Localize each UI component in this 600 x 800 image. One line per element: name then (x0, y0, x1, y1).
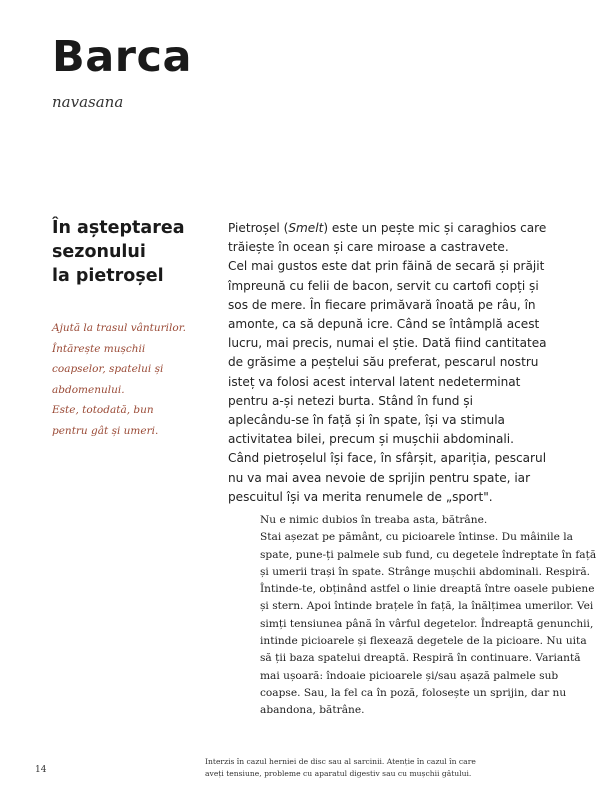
section-heading-line: sezonului (52, 242, 146, 262)
benefits-note-line: pentru gât și umeri. (52, 424, 159, 437)
instruction-line: să ții baza spatelui dreaptă. Respiră în continuare. Variantă (260, 652, 581, 665)
instruction-line: și umerii trași în spate. Strânge mușchii abdominali. Respiră. (260, 565, 591, 578)
caution-footnote (205, 756, 575, 779)
benefits-note-line: Este, totodată, bun (52, 404, 154, 416)
instruction-line: Stai așezat pe pământ, cu picioarele întinse. Du mâinile la (260, 531, 573, 544)
footnote-line: Interzis în cazul herniei de disc sau al sarcinii. Atenție în cazul în care (205, 757, 476, 766)
instruction-line: mai ușoară: îndoaie picioarele și/sau așază palmele sub (260, 669, 559, 682)
benefits-note-line: Ajută la trasul vânturilor. (52, 322, 186, 334)
intro-line: împreună cu felii de bacon, servit cu cartofi copți și (228, 278, 539, 293)
intro-line-0: Pietroșel (Smelt) este un pește mic și caraghios care (228, 221, 547, 235)
section-heading-line: În așteptarea (52, 218, 185, 238)
page-number: 14 (35, 765, 47, 775)
instruction-line: abandona, bătrâne. (260, 704, 365, 717)
instruction-line: spate, pune-ți palmele sub fund, cu degetele îndreptate în față (260, 548, 597, 561)
instruction-line: simți tensiunea până în vârful degetelor. Îndreaptă genunchii, (260, 617, 594, 630)
instruction-line: Nu e nimic dubios în treaba asta, bătrâne. (260, 514, 488, 526)
intro-line: nu va mai avea nevoie de sprijin pentru spate, iar (228, 470, 531, 485)
instruction-line: intinde picioarele și flexează degetele de la picioare. Nu uita (260, 635, 587, 648)
benefits-note (52, 318, 202, 441)
intro-line: aplecându-se în față și în spate, își va stimula (228, 413, 505, 428)
pose-sanskrit-name: navasana (52, 93, 124, 111)
instruction-line: și stern. Apoi întinde brațele în față, la înălțimea umerilor. Vei (260, 600, 594, 613)
benefits-note-line: abdomenului. (52, 383, 125, 396)
intro-line: trăiește în ocean și care miroase a castravete. (228, 240, 509, 255)
intro-line: pentru a-și netezi burta. Stând în fund și (228, 393, 473, 408)
section-heading (52, 216, 202, 288)
section-heading-line: la pietroșel (52, 266, 164, 286)
intro-line: amonte, ca să depună icre. Când se întâmplă acest (228, 317, 540, 332)
benefits-note-line: coapselor, spatelui și (52, 363, 164, 375)
intro-line: Cel mai gustos este dat prin făină de secară și prăjit (228, 259, 545, 274)
instruction-line: Întinde-te, obținând astfel o linie dreaptă între oasele pubiene (260, 583, 595, 596)
intro-line: Când pietroșelul își face, în sfârșit, apariția, pescarul (228, 451, 547, 466)
fish-name-emphasis: Smelt (288, 221, 324, 235)
intro-line: isteț va folosi acest interval latent nedeterminat (228, 374, 521, 389)
intro-line: activitatea bilei, precum și mușchii abdominali. (228, 432, 514, 447)
instruction-line: coapse. Sau, la fel ca în poză, folosește un sprijin, dar nu (260, 686, 567, 699)
intro-line: sos de mere. În fiecare primăvară înoată pe râu, în (228, 297, 536, 312)
intro-paragraph (228, 219, 568, 507)
footnote-line: aveți tensiune, probleme cu aparatul digestiv sau cu mușchii gâtului. (205, 768, 472, 778)
intro-line: pescuitul își va merita renumele de „sport". (228, 489, 493, 504)
pose-instructions (260, 512, 597, 720)
intro-line: de grăsime a peștelui său preferat, pescarul nostru (228, 355, 539, 370)
benefits-note-line: Întărește mușchii (52, 342, 146, 355)
intro-line: lucru, mai precis, numai el știe. Dată fiind cantitatea (228, 336, 547, 351)
page-title: Barca (52, 32, 193, 82)
